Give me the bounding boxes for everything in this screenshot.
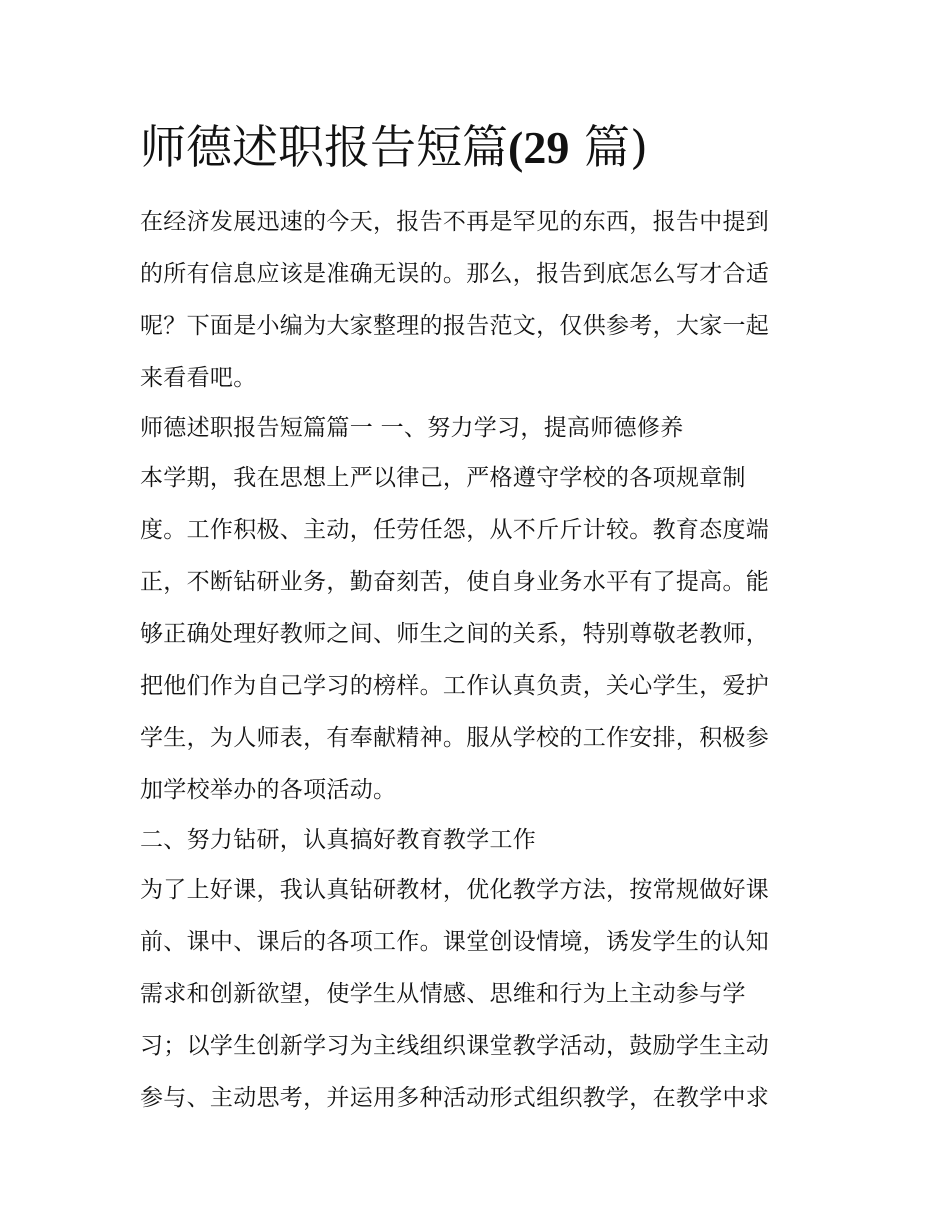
title-end: 篇) [569,120,648,174]
title-count: (29 [508,122,570,173]
section-heading: 二、努力钻研，认真搞好教育教学工作 [140,827,537,853]
body-line: 前、课中、课后的各项工作。课堂创设情境，诱发学生的认知 [140,929,770,955]
body-line: 习；以学生创新学习为主线组织课堂教学活动，鼓励学生主动 [140,1033,770,1059]
section-heading: 师德述职报告短篇篇一 一、努力学习，提高师德修养 [140,415,684,441]
body-line: 的所有信息应该是准确无误的。那么，报告到底怎么写才合适 [140,261,770,287]
body-line: 呢？下面是小编为大家整理的报告范文，仅供参考，大家一起 [140,313,770,339]
document-body [140,196,812,1124]
page-title [140,112,648,183]
body-line: 够正确处理好教师之间、师生之间的关系，特别尊敬老教师， [140,621,770,647]
body-line: 参与、主动思考，并运用多种活动形式组织教学，在教学中求 [140,1085,770,1111]
body-line: 加学校举办的各项活动。 [140,777,397,803]
body-line: 本学期，我在思想上严以律己，严格遵守学校的各项规章制 [140,465,746,491]
body-line: 在经济发展迅速的今天，报告不再是罕见的东西，报告中提到 [140,209,770,235]
body-line: 为了上好课，我认真钻研教材，优化教学方法，按常规做好课 [140,877,770,903]
body-line: 需求和创新欲望，使学生从情感、思维和行为上主动参与学 [140,981,746,1007]
body-line: 来看看吧。 [140,365,257,391]
body-line: 度。工作积极、主动，任劳任怨，从不斤斤计较。教育态度端 [140,517,770,543]
body-line: 把他们作为自己学习的榜样。工作认真负责，关心学生，爱护 [140,673,770,699]
body-line: 正，不断钻研业务，勤奋刻苦，使自身业务水平有了提高。能 [140,569,770,595]
title-main: 师德述职报告短篇 [140,120,508,174]
body-line: 学生，为人师表，有奉献精神。服从学校的工作安排，积极参 [140,725,770,751]
